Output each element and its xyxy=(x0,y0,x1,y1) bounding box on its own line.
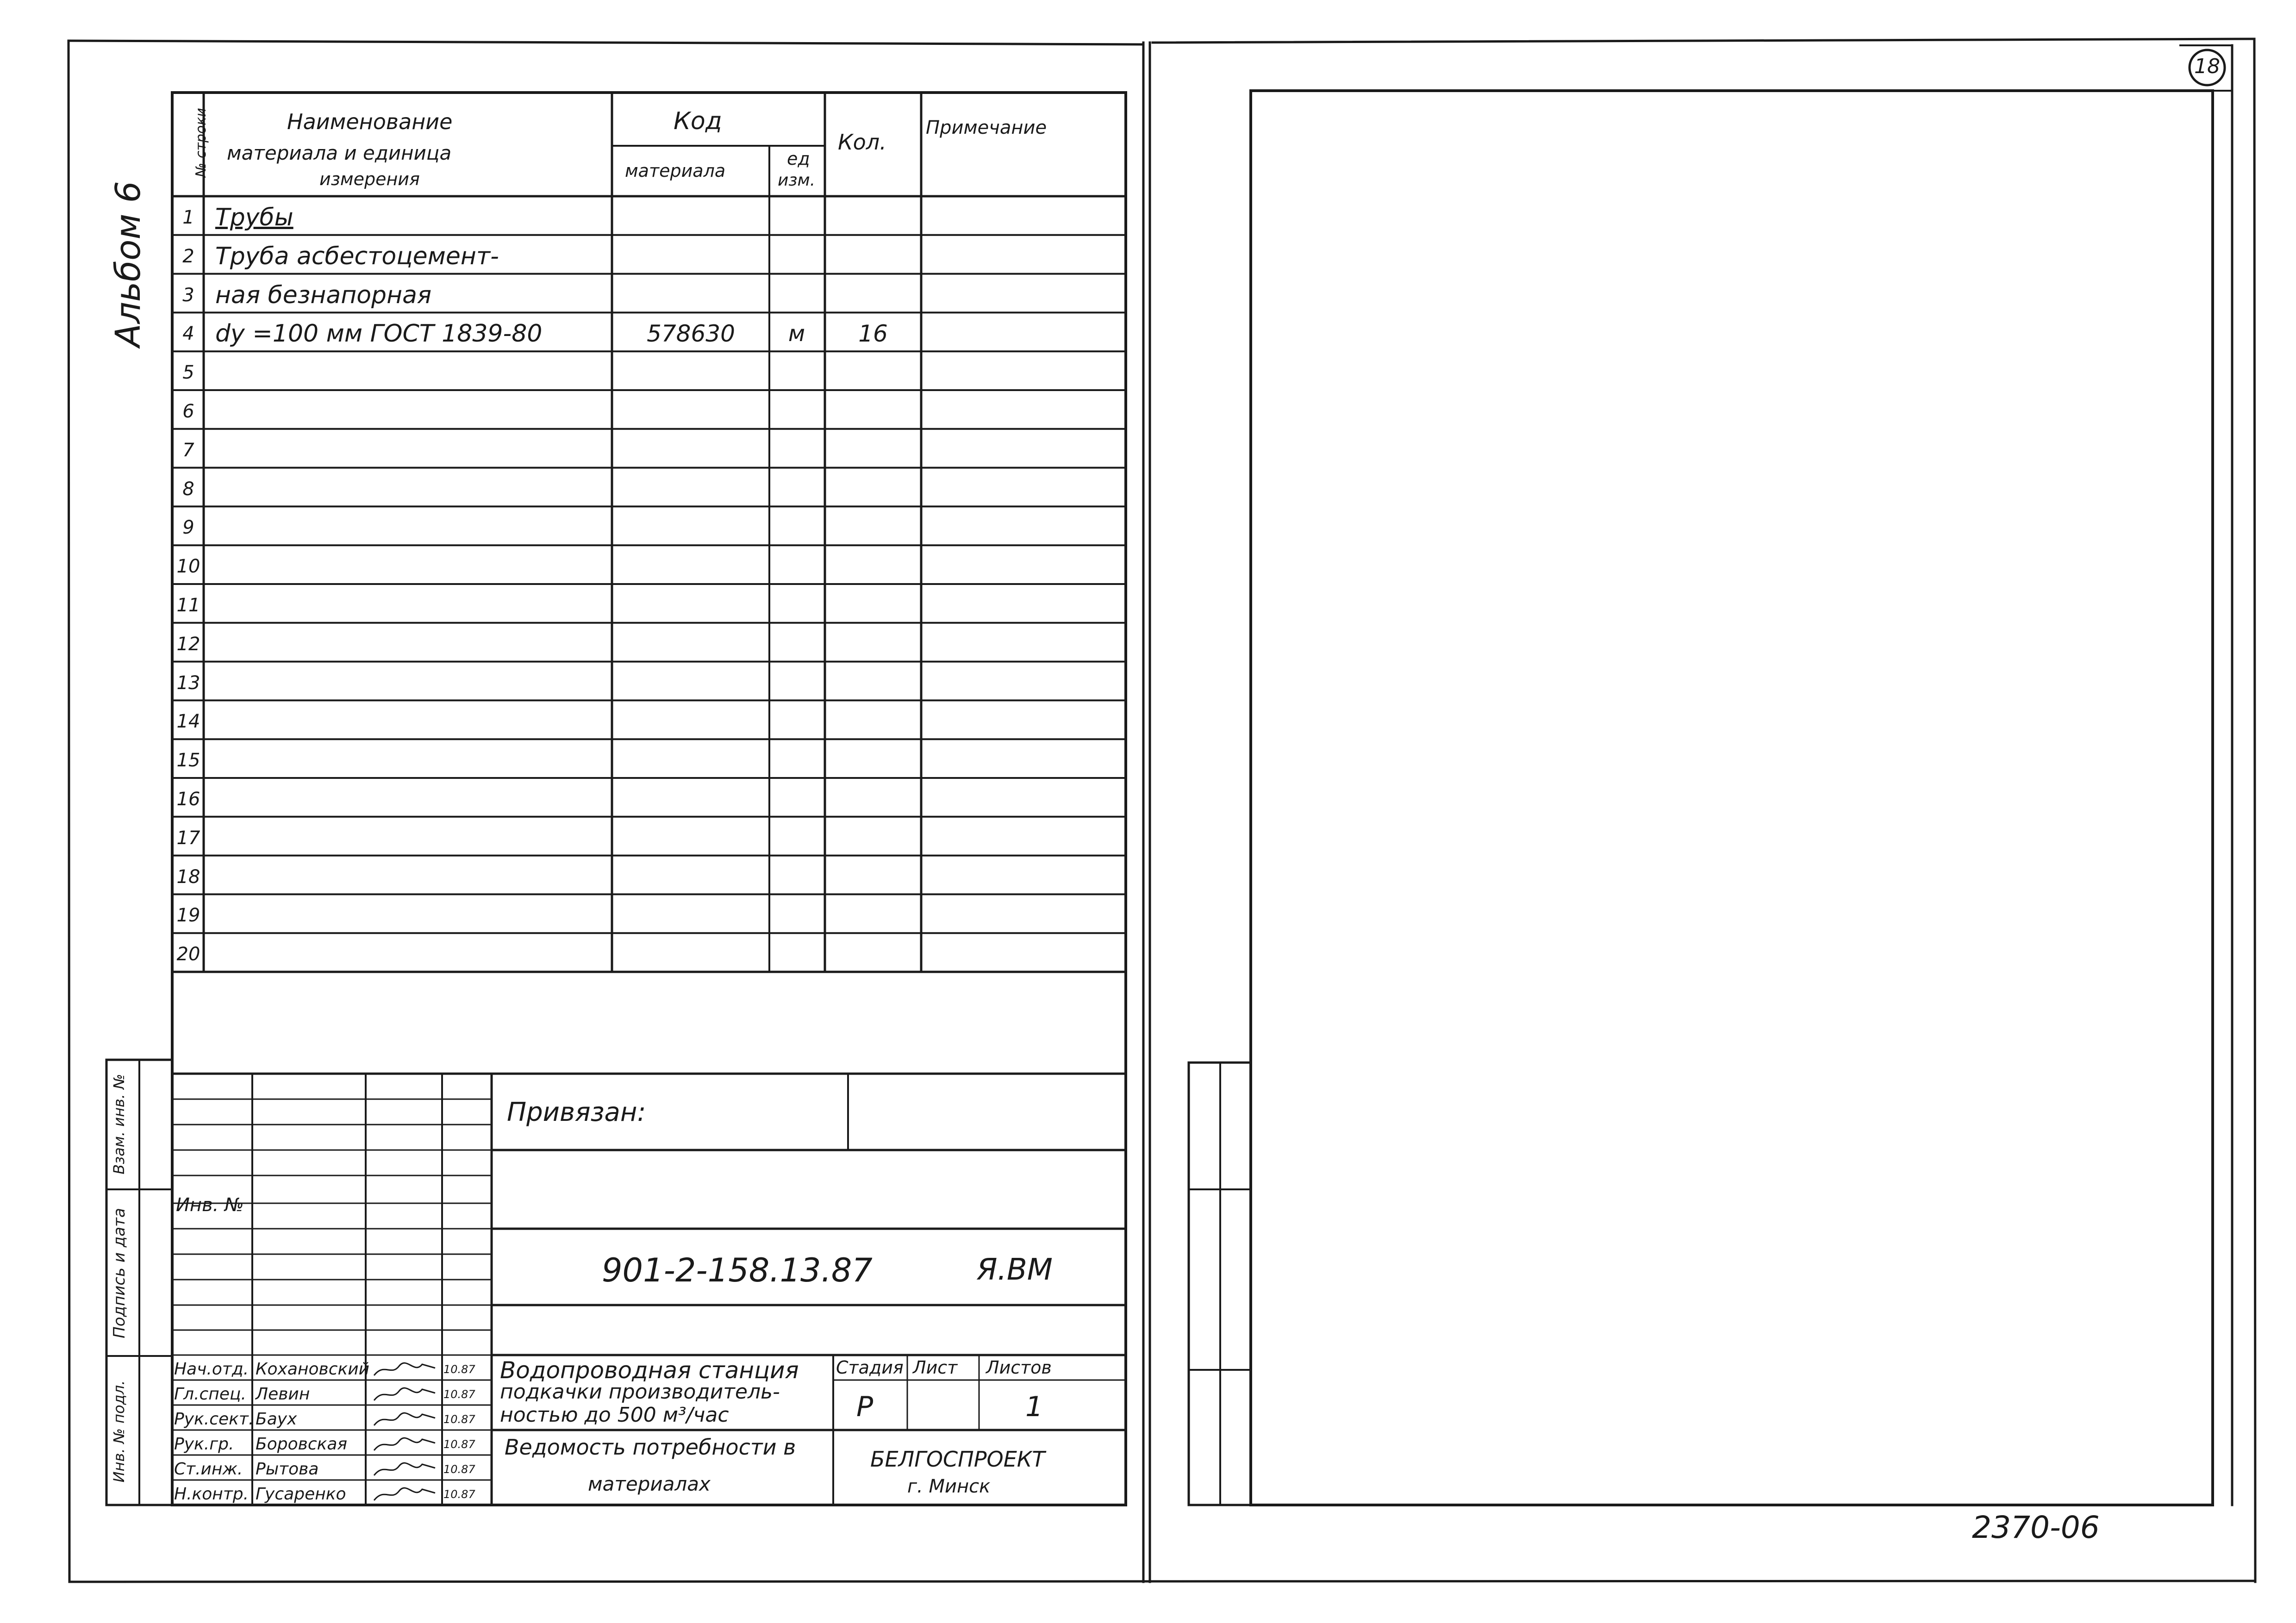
header-code-unit-1: ед xyxy=(787,149,810,169)
signature-mark xyxy=(370,1358,440,1381)
project-title-3: ностью до 500 м³/час xyxy=(500,1403,729,1427)
cell-no: 8 xyxy=(182,478,194,500)
header-name-3: измерения xyxy=(319,169,420,189)
header-code: Код xyxy=(674,107,722,135)
cell-code: 578630 xyxy=(647,320,735,348)
header-note: Примечание xyxy=(926,117,1047,138)
header-name-1: Наименование xyxy=(287,109,453,134)
stage-label: Стадия xyxy=(836,1357,904,1378)
cell-no: 15 xyxy=(176,750,200,771)
signer-role: Н.контр. xyxy=(174,1485,249,1504)
signer-role: Гл.спец. xyxy=(174,1385,246,1404)
header-code-material: материала xyxy=(625,161,726,181)
attached-label: Привязан: xyxy=(507,1097,646,1127)
cell-no: 10 xyxy=(176,556,200,578)
sheets-value: 1 xyxy=(1025,1391,1043,1423)
project-title-1: Водопроводная станция xyxy=(500,1357,799,1384)
cell-name: Трубы xyxy=(215,203,293,231)
cell-no: 18 xyxy=(176,866,200,888)
signature-mark xyxy=(370,1433,440,1456)
outer-border-bottom xyxy=(69,1581,2254,1582)
stage-value: Р xyxy=(856,1391,873,1423)
header-qty: Кол. xyxy=(838,130,886,155)
outer-border-top-right xyxy=(1153,39,2254,43)
outer-border-top-left xyxy=(69,41,1143,44)
cell-no: 16 xyxy=(176,788,200,810)
cell-no: 11 xyxy=(176,594,200,616)
cell-no: 2 xyxy=(182,245,194,267)
signer-name: Гусаренко xyxy=(256,1485,346,1504)
signature-mark xyxy=(370,1458,440,1481)
cell-no: 3 xyxy=(182,284,194,306)
inv-label: Инв. № xyxy=(176,1194,244,1216)
doc-suffix: Я.ВМ xyxy=(977,1253,1053,1287)
cell-unit: м xyxy=(788,321,805,347)
cell-no: 4 xyxy=(182,323,194,345)
archive-number: 2370-06 xyxy=(1972,1510,2100,1545)
signature-mark xyxy=(370,1483,440,1506)
cell-no: 9 xyxy=(182,517,194,539)
signer-name: Кохановский xyxy=(256,1360,370,1379)
cell-no: 13 xyxy=(176,672,200,694)
signer-date: 10.87 xyxy=(443,1363,475,1376)
cell-no: 19 xyxy=(176,905,200,927)
cell-name: Труба асбестоцемент- xyxy=(215,242,499,270)
cell-no: 20 xyxy=(176,944,200,965)
cell-no: 12 xyxy=(176,633,200,655)
signer-date: 10.87 xyxy=(443,1488,475,1501)
cell-no: 7 xyxy=(182,439,194,461)
project-title-2: подкачки производитель- xyxy=(500,1380,780,1404)
side-label-vzam: Взам. инв. № xyxy=(110,1074,128,1175)
signer-role: Рук.гр. xyxy=(174,1435,234,1454)
doc-code: 901-2-158.13.87 xyxy=(602,1251,873,1289)
sheet-label: Лист xyxy=(913,1357,958,1378)
cell-name: ная безнапорная xyxy=(215,281,432,309)
page-mark: 18 xyxy=(2194,55,2220,78)
cell-no: 1 xyxy=(182,206,194,228)
outer-border-right xyxy=(2254,39,2255,1582)
signer-name: Рытова xyxy=(256,1460,319,1479)
sheets-label: Листов xyxy=(986,1357,1052,1378)
side-label-inv: Инв. № подл. xyxy=(110,1380,128,1483)
signer-role: Нач.отд. xyxy=(174,1360,249,1379)
signer-role: Ст.инж. xyxy=(174,1460,243,1479)
header-code-unit-2: изм. xyxy=(778,171,816,190)
cell-name: dу =100 мм ГОСТ 1839-80 xyxy=(215,320,543,348)
header-row-no: № строки xyxy=(193,108,209,177)
sheet-title-1: Ведомость потребности в xyxy=(505,1435,796,1460)
signer-name: Левин xyxy=(256,1385,310,1404)
signer-date: 10.87 xyxy=(443,1413,475,1426)
cell-no: 17 xyxy=(176,827,200,849)
org-city: г. Минск xyxy=(907,1476,991,1497)
signer-date: 10.87 xyxy=(443,1463,475,1476)
header-name-2: материала и единица xyxy=(227,142,452,164)
signature-mark xyxy=(370,1383,440,1406)
signature-mark xyxy=(370,1408,440,1431)
cell-no: 5 xyxy=(182,362,194,384)
org-name: БЕЛГОСПРОЕКТ xyxy=(870,1447,1045,1472)
cell-no: 6 xyxy=(182,400,194,422)
cell-no: 14 xyxy=(176,711,200,733)
signer-date: 10.87 xyxy=(443,1388,475,1401)
signer-name: Боровская xyxy=(256,1435,348,1454)
signer-role: Рук.сект. xyxy=(174,1410,254,1429)
right-frame xyxy=(1251,91,2213,1505)
side-label-signature: Подпись и дата xyxy=(110,1208,129,1338)
sheet-title-2: материалах xyxy=(588,1473,711,1495)
album-label: Альбом 6 xyxy=(108,181,148,347)
signer-name: Баух xyxy=(256,1410,297,1429)
cell-qty: 16 xyxy=(858,320,888,348)
signer-date: 10.87 xyxy=(443,1438,475,1451)
